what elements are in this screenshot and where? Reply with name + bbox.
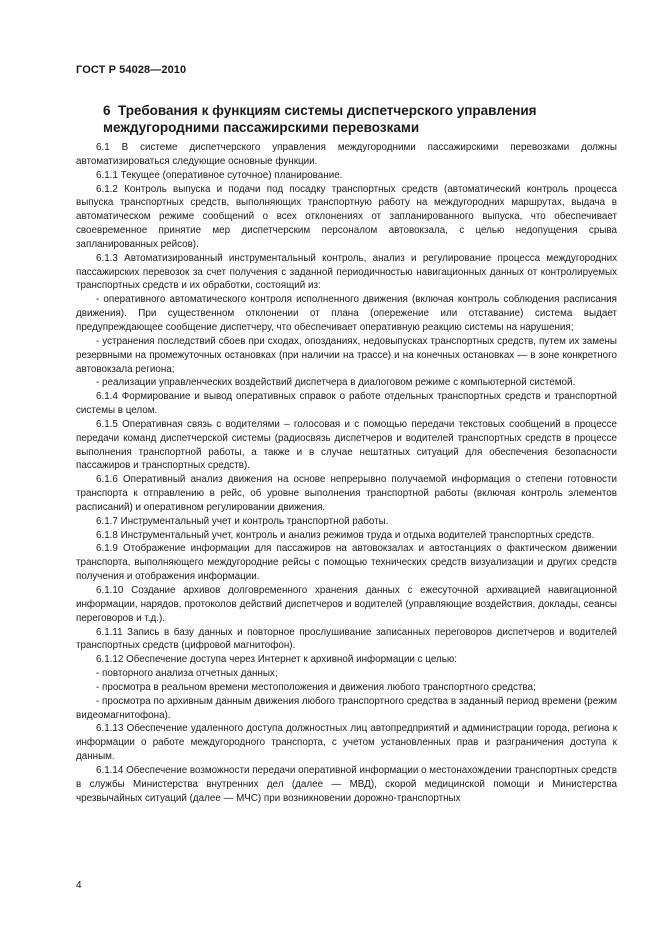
list-item: - оперативного автоматического контроля исполненного движения (включая контроль соблюдения расписания движения). При существенном отклонении от плана (опережение или отставание) система выдает предупреждающее сообщение диспетчеру, что обеспечивает оперативную реакцию системы на нарушения;: [76, 294, 617, 333]
paragraph-6-1-10: 6.1.10 Создание архивов долговременного хранения данных с ежесуточной архивацией навигационной информации, нарядов, протоколов действий диспетчеров и водителей (управляющие воздействия, доклады, сеансы переговоров и т.д.).: [76, 585, 617, 624]
paragraph-6-1-14: 6.1.14 Обеспечение возможности передачи оперативной информации о местонахождении транспортных средств в службы Министерства внутренних дел (далее — МВД), скорой медицинской помощи и Министерства чрезвычайных ситуаций (далее — МЧС) при возникновении дорожно-транспортных: [76, 764, 618, 804]
paragraph-6-1-3: 6.1.3 Автоматизированный инструментальный контроль, анализ и регулирование процесса междугородних пассажирских перевозок за счет получения с заданной периодичностью навигационных данных от контролируемых транспортных средств и их обработки, состоящий из:: [76, 252, 617, 292]
paragraph-6-1-2: 6.1.2 Контроль выпуска и подачи под посадку транспортных средств (автоматический контроль процесса выпуска транспортных средств, выполняющих транспортную работу на междугородних маршрутах, выдача в автоматическом режиме сообщений о всех отклонениях от запланированного выпуска, что обеспечивает своевременное принятие мер диспетчерским персоналом автовокзала, с целью недопущения срыва запланированных рейсов).: [76, 183, 617, 250]
list-item: - повторного анализа отчетных данных;: [96, 668, 278, 680]
paragraph-6-1-9: 6.1.9 Отображение информации для пассажиров на автовокзалах и автостанциях о фактическом движении транспорта, выполняющего междугородние рейсы с помощью технических средств визуализации и других средств получения и отображения информации.: [76, 543, 617, 583]
section-heading: [103, 102, 623, 136]
body-text: [76, 141, 617, 806]
paragraph-6-1-12: 6.1.12 Обеспечение доступа через Интернет к архивной информации с целью:: [96, 654, 457, 666]
page-number: 4: [76, 880, 82, 891]
paragraph-6-1-7: 6.1.7 Инструментальный учет и контроль транспортной работы.: [96, 515, 389, 527]
section-title-line-2: междугородними пассажирскими перевозками: [103, 120, 420, 135]
paragraph-6-1: 6.1 В системе диспетчерского управления междугородними пассажирскими перевозками должны автоматизироваться следующие основные функции.: [76, 142, 617, 167]
paragraph-6-1-5: 6.1.5 Оперативная связь с водителями – голосовая и с помощью передачи текстовых сообщений в процессе передачи команд диспетчерской системы (радиосвязь диспетчеров и водителей транспортных средств в процессе выполнения транспортной работы, а также и в случае нештатных ситуаций для обеспечения безопасности пассажиров и транспортных средств).: [76, 418, 617, 472]
paragraph-6-1-13: 6.1.13 Обеспечение удаленного доступа должностных лиц автопредприятий и администрации города, региона к информации о работе междугородного транспорта, с учетом установленных прав и разграничения доступа к данным.: [76, 723, 617, 763]
list-item: - реализации управленческих воздействий диспетчера в диалоговом режиме с компьютерной системой.: [96, 377, 576, 389]
list-item: - просмотра по архивным данным движения любого транспортного средства в заданный период времени (режим видеомагнитофона).: [76, 695, 617, 721]
paragraph-6-1-4: 6.1.4 Формирование и вывод оперативных справок о работе отдельных транспортных средств и транспортной системы в целом.: [76, 391, 617, 417]
paragraph-6-1-6: 6.1.6 Оперативный анализ движения на основе непрерывно получаемой информация о степени готовности транспорта к отправлению в рейс, об уровне выполнения транспортной работы (включая контроль элементов расписаний) и оперативном регулировании движения.: [76, 474, 617, 513]
paragraph-6-1-1: 6.1.1 Текущее (оперативное суточное) планирование.: [96, 169, 343, 181]
section-title-line-1: Требования к функциям системы диспетчерского управления: [118, 103, 537, 118]
list-item: - просмотра в реальном времени местоположения и движения любого транспортного средства;: [96, 681, 536, 693]
section-number: 6: [103, 103, 111, 118]
list-item: - устранения последствий сбоев при сходах, опозданиях, недовыпусках транспортных средств, путем их замены резервными на промежуточных остановках (при наличии на трассе) и на конечных остановках — в зоне конкретного автовокзала региона;: [76, 335, 617, 375]
paragraph-6-1-8: 6.1.8 Инструментальный учет, контроль и анализ режимов труда и отдыха водителей транспортных средств.: [96, 529, 595, 541]
document-header: ГОСТ Р 54028—2010: [76, 64, 187, 76]
paragraph-6-1-11: 6.1.11 Запись в базу данных и повторное прослушивание записанных переговоров диспетчеров и водителей транспортных средств (цифровой магнитофон).: [76, 626, 617, 652]
